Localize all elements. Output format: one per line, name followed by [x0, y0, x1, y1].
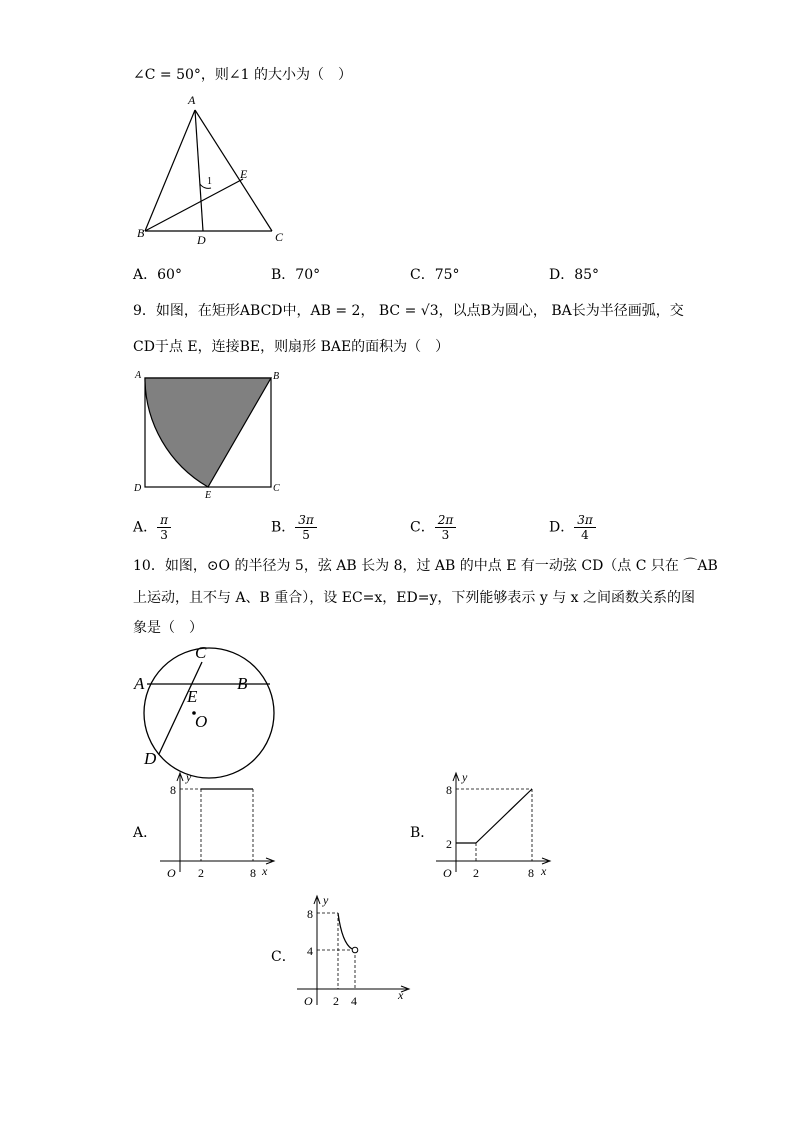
q8-option-d[interactable]: D．85° [549, 267, 600, 283]
q9-option-a[interactable]: A． $\frac{\pi}{3}$ [133, 513, 171, 542]
q9-option-d[interactable]: D． $\frac{3\pi}{4}$ [549, 513, 596, 542]
svg-text:O: O [167, 866, 176, 880]
svg-text:2: 2 [473, 866, 479, 880]
svg-text:x: x [541, 864, 547, 878]
q9-rectangle-figure [130, 368, 290, 500]
q9-option-b[interactable]: B． $\frac{3\pi}{5}$ [271, 513, 317, 542]
q10-text-line1: 10．如图，⊙O 的半径为 5，弦 AB 长为 8，过 AB 的中点 E 有一动弦 CD（点 C 只在 ⌒AB [133, 558, 718, 574]
svg-text:2: 2 [198, 866, 204, 880]
svg-text:y: y [186, 770, 192, 784]
q9-option-c[interactable]: C． $\frac{2\pi}{3}$ [410, 513, 456, 542]
label-E: E [187, 687, 198, 706]
q10-text-line2: 上运动，且不与 A、B 重合），设 EC=x，ED=y，下列能够表示 y 与 x 之间函数关系的图 [133, 590, 695, 606]
label-C: C [195, 643, 207, 662]
label-A: A [135, 370, 142, 381]
q8-option-c[interactable]: C．75° [410, 267, 460, 283]
svg-text:O: O [304, 994, 313, 1008]
label-C: C [273, 483, 280, 494]
label-B: B [137, 226, 145, 240]
svg-text:y: y [323, 893, 329, 907]
label-B: B [273, 371, 280, 382]
svg-text:4: 4 [307, 944, 313, 958]
label-D: D [144, 749, 157, 768]
label-A: A [188, 93, 196, 107]
q10-graph-c[interactable] [297, 895, 417, 1010]
q9-text-line1: 9．如图，在矩形ABCD中，AB = 2， BC = √3，以点B为圆心， BA长为半径画弧，交 [133, 303, 684, 319]
svg-text:4: 4 [351, 994, 357, 1008]
label-O: O [195, 712, 208, 731]
label-A: A [134, 674, 145, 693]
svg-text:2: 2 [446, 837, 452, 851]
q8-option-b[interactable]: B．70° [271, 267, 321, 283]
q10-text-line3: 象是（ ） [133, 620, 203, 636]
q9-text-line2: CD于点 E，连接BE，则扇形 BAE的面积为（ ） [133, 339, 450, 355]
q8-text: ∠C = 50°，则∠1 的大小为（ ） [133, 67, 352, 83]
q10-option-a-label[interactable]: A． [133, 825, 158, 841]
label-E: E [205, 490, 212, 501]
svg-text:8: 8 [446, 783, 452, 797]
q10-option-b-label[interactable]: B． [410, 825, 435, 841]
label-1: 1 [207, 176, 212, 187]
svg-text:y: y [462, 770, 468, 784]
svg-text:2: 2 [333, 994, 339, 1008]
svg-text:O: O [443, 866, 452, 880]
svg-text:8: 8 [307, 907, 313, 921]
label-E: E [240, 167, 248, 181]
q8-triangle-figure [130, 92, 290, 252]
label-D: D [134, 483, 142, 494]
q8-option-a[interactable]: A．60° [133, 267, 182, 283]
svg-text:x: x [398, 988, 404, 1002]
q10-circle-figure [130, 640, 270, 770]
svg-text:8: 8 [250, 866, 256, 880]
q10-graph-a[interactable] [160, 772, 280, 882]
q10-graph-b[interactable] [436, 772, 556, 882]
label-B: B [237, 674, 248, 693]
svg-text:8: 8 [170, 783, 176, 797]
q10-option-c-label[interactable]: C． [271, 949, 296, 965]
label-C: C [275, 230, 284, 244]
svg-text:x: x [262, 864, 268, 878]
svg-text:8: 8 [528, 866, 534, 880]
label-D: D [197, 233, 206, 247]
